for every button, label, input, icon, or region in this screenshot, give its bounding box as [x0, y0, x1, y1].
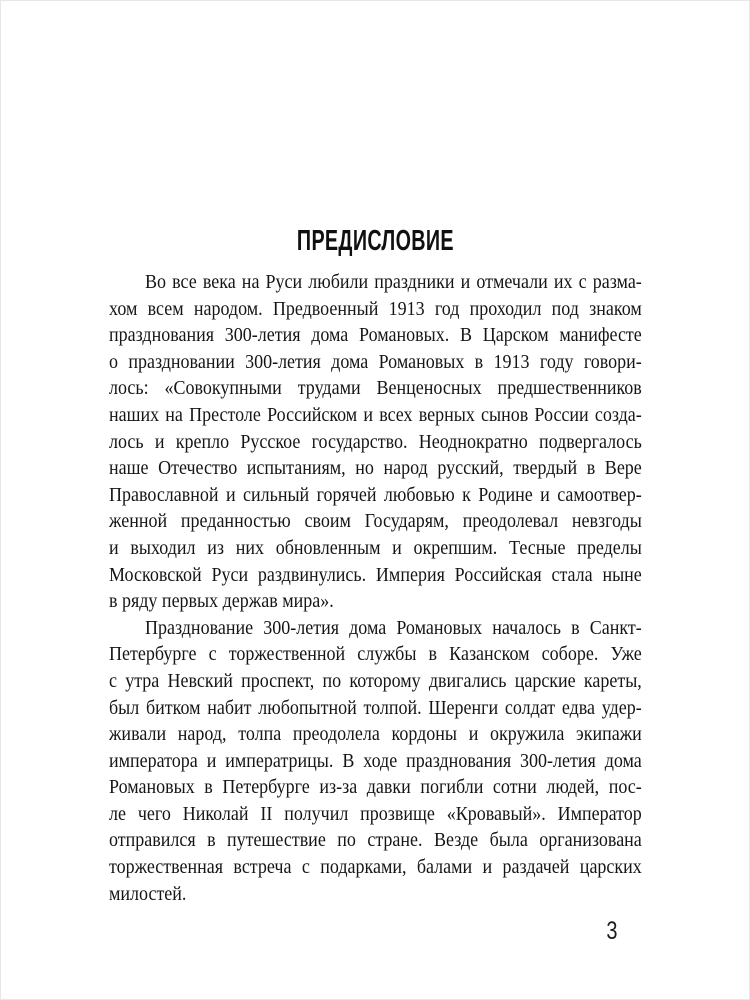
text-line: торжественная встреча с подарками, балами и раздачей царских [109, 856, 642, 879]
text-line: был битком набит любопытной толпой. Шеренги солдат едва удер- [109, 696, 642, 719]
text-line: Во все века на Руси любили праздники и отмечали их с разма- [145, 271, 642, 293]
text-line: Петербурге с торжественной службы в Казанском соборе. Уже [109, 643, 642, 666]
text-line: живали народ, толпа преодолела кордоны и окружила экипажи [109, 723, 642, 746]
page-number-text: 3 [606, 917, 618, 945]
text-line: хом всем народом. Предвоенный 1913 год проходил под знаком [109, 297, 642, 320]
text-line: Православной и сильный горячей любовью к Родине и самоотвер- [109, 483, 642, 506]
text-line: Московской Руси раздвинулись. Империя Российская стала ныне [109, 563, 642, 586]
chapter-title-text: ПРЕДИСЛОВИЕ [297, 225, 454, 257]
text-line: в ряду первых держав мира». [109, 590, 334, 613]
text-line: наше Отечество испытаниям, но народ русский, твердый в Вере [109, 457, 642, 480]
text-line: женной преданностью своим Государям, преодолевал невзгоды [109, 510, 642, 533]
paragraph [109, 615, 642, 908]
text-line: ле чего Николай II получил прозвище «Кровавый». Император [109, 802, 642, 825]
page-body [109, 269, 642, 907]
text-line: наших на Престоле Российском и всех верных сынов России созда- [109, 403, 642, 426]
text-line: лось и крепло Русское государство. Неоднократно подвергалось [109, 430, 642, 453]
text-line: о праздновании 300-летия дома Романовых в 1913 году говори- [109, 350, 642, 373]
page-number [597, 917, 627, 946]
text-line: с утра Невский проспект, по которому двигались царские кареты, [109, 669, 642, 692]
text-line: императора и императрицы. В ходе празднования 300-летия дома [109, 749, 642, 772]
chapter-title [109, 225, 642, 258]
text-line: и выходил из них обновленным и окрепшим. Тесные пределы [109, 536, 642, 559]
text-line: Романовых в Петербурге из-за давки погибли сотни людей, пос- [109, 776, 642, 799]
text-line: отправился в путешествие по стране. Везде была организована [109, 829, 642, 852]
text-line: милостей. [109, 882, 187, 905]
paragraph [109, 269, 642, 615]
text-line: Празднование 300-летия дома Романовых началось в Санкт- [145, 616, 642, 639]
text-line: празднования 300-летия дома Романовых. В Царском манифесте [109, 324, 642, 347]
text-line: лось: «Совокупными трудами Венценосных предшественников [109, 377, 642, 400]
